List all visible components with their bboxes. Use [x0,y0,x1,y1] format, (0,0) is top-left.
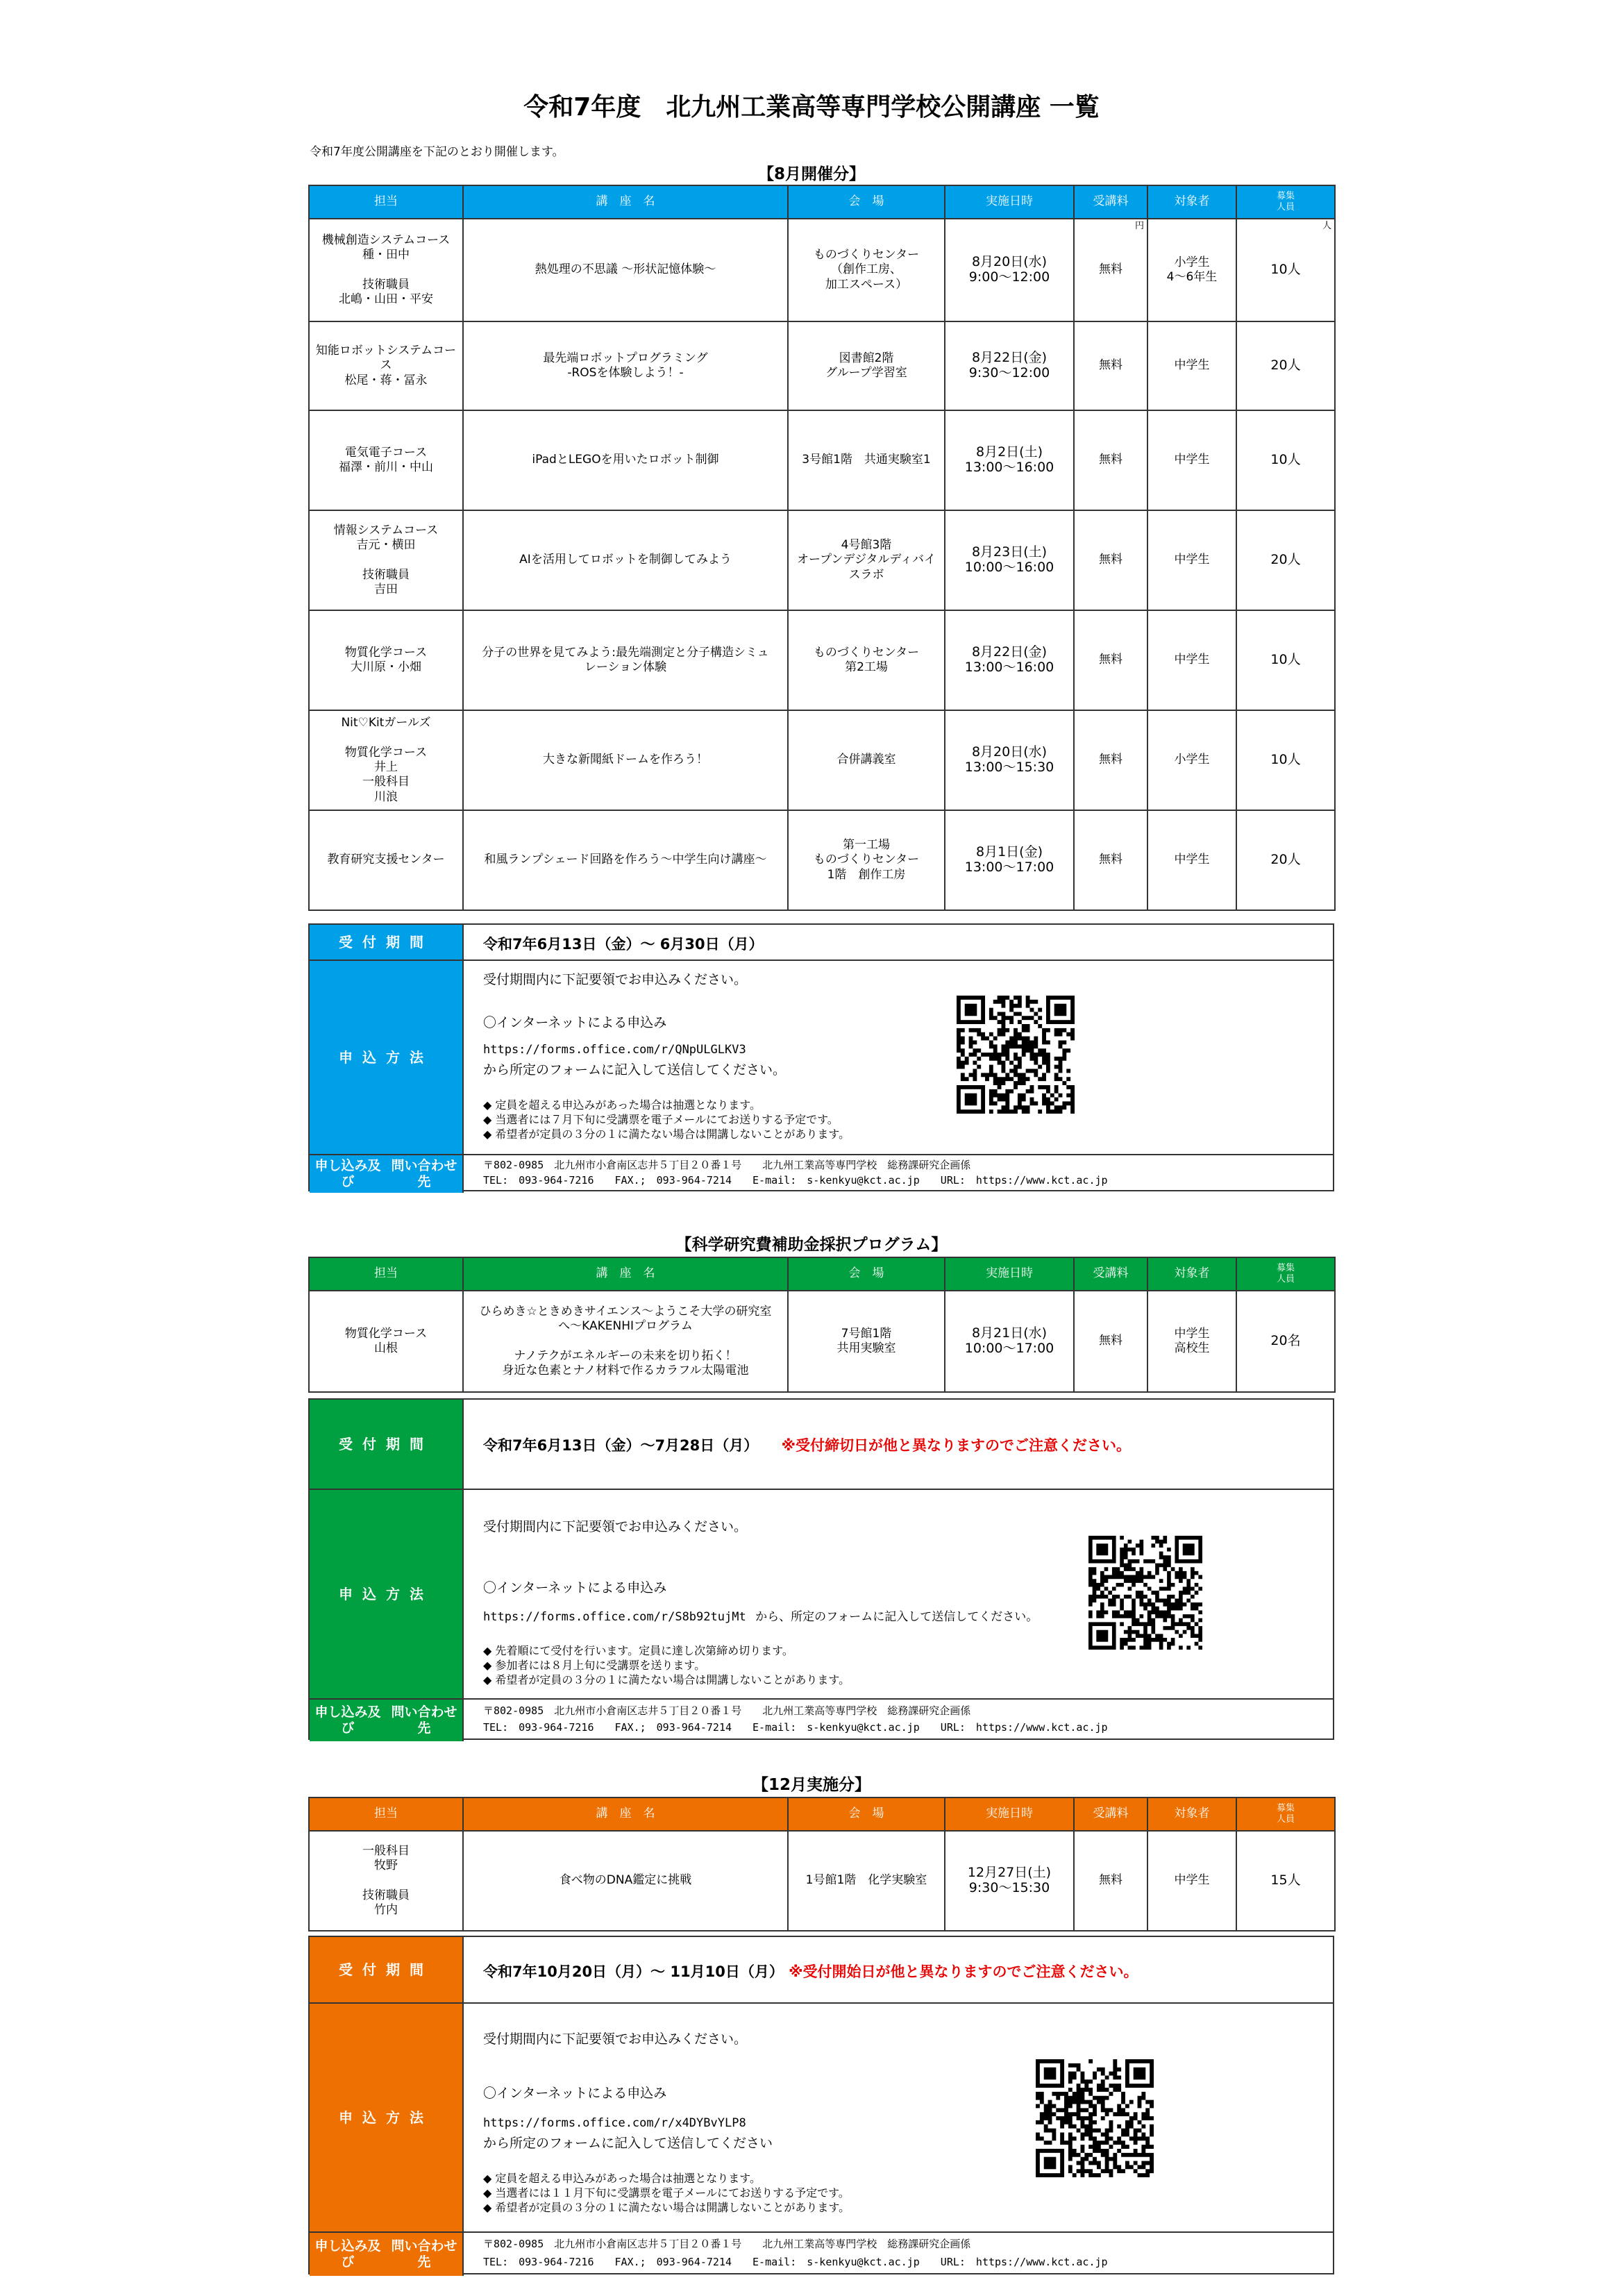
section-heading-kaken: 【科学研究費補助金採択プログラム】 [675,1236,948,1254]
header-boshu: 募集 人員 [1236,185,1335,219]
cell-target: 中学生 [1147,410,1236,510]
page-title: 令和7年度 北九州工業高等専門学校公開講座 一覧 [523,93,1100,121]
table-row [309,321,1335,410]
cell-tanto: 一般科目 牧野 技術職員 竹内 [309,1831,463,1931]
cell-tanto: 機械創造システムコース 種・田中 技術職員 北嶋・山田・平安 [309,219,463,321]
cell-date: 8月1日(金) 13:00～17:00 [945,810,1074,910]
contact-address: 〒802-0985 北九州市小倉南区志井５丁目２０番１号 北九州工業高等専門学校 総務課研究企画係 [483,1159,971,1171]
method-label: 申込方法 [310,1490,464,1698]
course-table-aug [308,185,1336,911]
note-item: ◆ 定員を超える申込みがあった場合は抽選となります。 [483,2172,761,2185]
cell-kaijo: 合併講義室 [788,710,945,810]
cell-capacity: 15人 [1236,1831,1335,1931]
header-boshu: 募集 人員 [1236,1798,1335,1831]
contact-label: 申し込み及び 問い合わせ先 [310,1700,464,1741]
header-nichiji: 実施日時 [945,185,1074,219]
cell-capacity: 20名 [1236,1291,1335,1392]
table-row [309,810,1335,910]
method-internet: 〇インターネットによる申込み [483,2086,667,2101]
cell-koza: 分子の世界を見てみよう:最先端測定と分子構造シミュ レーション体験 [463,610,788,710]
method-url-after: から所定のフォームに記入して送信してください [483,2136,773,2151]
cell-capacity: 10人 [1236,710,1335,810]
header-ryo: 受講料 [1074,1257,1147,1291]
cell-capacity: 10人 [1236,610,1335,710]
note-item: ◆ 希望者が定員の３分の１に満たない場合は開講しないことがあります。 [483,1128,850,1141]
cell-fee: 無料 [1074,510,1147,610]
application-info-dec [308,1936,1334,2274]
header-koza: 講 座 名 [463,1257,788,1291]
cell-fee: 無料 [1074,810,1147,910]
header-tanto: 担当 [309,1798,463,1831]
header-boshu: 募集 人員 [1236,1257,1335,1291]
cell-koza: AIを活用してロボットを制御してみよう [463,510,788,610]
cell-tanto: 物質化学コース 大川原・小畑 [309,610,463,710]
cell-date: 12月27日(土) 9:30～15:30 [945,1831,1074,1931]
table-row [309,1831,1335,1931]
method-label: 申込方法 [310,2004,464,2231]
cell-koza: ひらめき☆ときめきサイエンス～ようこそ大学の研究室 へ～KAKENHIプログラム ナノテクがエネルギーの未来を切り拓く！ 身近な色素とナノ材料で作るカラフル太陽電池 [463,1291,788,1392]
cell-koza: 最先端ロボットプログラミング -ROSを体験しよう！- [463,321,788,410]
form-url-link[interactable]: https://forms.office.com/r/x4DYBvYLP8 [483,2116,746,2130]
cell-target: 中学生 高校生 [1147,1291,1236,1392]
period-note: ※受付締切日が他と異なりますのでご注意ください。 [781,1437,1132,1454]
intro-text: 令和7年度公開講座を下記のとおり開催します。 [310,145,564,159]
cell-fee: 無料 [1074,1291,1147,1392]
form-url-link[interactable]: https://forms.office.com/r/QNpULGLKV3 [483,1043,746,1057]
header-ryo: 受講料 [1074,185,1147,219]
header-nichiji: 実施日時 [945,1798,1074,1831]
table-row [309,710,1335,810]
cell-capacity: 10人 [1236,410,1335,510]
cell-fee: 無料 [1074,321,1147,410]
cell-kaijo: ものづくりセンター （創作工房、 加工スペース） [788,219,945,321]
period-label: 受付期間 [310,1937,464,2002]
method-row [310,1490,1333,1700]
header-taisho: 対象者 [1147,1257,1236,1291]
method-url-after: から、所定のフォームに記入して送信してください。 [755,1610,1038,1624]
application-info-aug [308,923,1334,1191]
period-text: 令和7年6月13日（金）～ 6月30日（月） [483,936,764,953]
method-internet: 〇インターネットによる申込み [483,1580,667,1595]
period-row [310,1400,1333,1490]
cell-target: 中学生 [1147,321,1236,410]
cell-fee: 無料 [1074,610,1147,710]
table-row [309,219,1335,321]
cell-date: 8月21日(水) 10:00～17:00 [945,1291,1074,1392]
header-kaijo: 会 場 [788,1798,945,1831]
note-item: ◆ 当選者には７月下旬に受講票を電子メールにてお送りする予定です。 [483,1113,839,1126]
cell-target: 中学生 [1147,610,1236,710]
note-item: ◆ 希望者が定員の３分の１に満たない場合は開講しないことがあります。 [483,1673,850,1686]
cell-kaijo: 3号館1階 共通実験室1 [788,410,945,510]
note-item: ◆ 当選者には１１月下旬に受講票を電子メールにてお送りする予定です。 [483,2186,850,2199]
contact-tel: TEL: 093-964-7216 FAX.; 093-964-7214 E-mail: s-kenkyu@kct.ac.jp URL: https://www.kct.ac.jp [483,2256,1108,2268]
cell-fee: 無料 [1074,710,1147,810]
contact-row [310,2233,1333,2276]
note-item: ◆ 定員を超える申込みがあった場合は抽選となります。 [483,1098,761,1112]
method-lead: 受付期間内に下記要領でお申込みください。 [483,2031,748,2047]
cell-kaijo: ものづくりセンター 第2工場 [788,610,945,710]
cell-kaijo: 第一工場 ものづくりセンター 1階 創作工房 [788,810,945,910]
cell-kaijo: 1号館1階 化学実験室 [788,1831,945,1931]
period-label: 受付期間 [310,1400,464,1489]
table-header-row [309,1798,1335,1831]
cell-capacity: 20人 [1236,321,1335,410]
cell-kaijo: 4号館3階 オープンデジタルディバイ スラボ [788,510,945,610]
header-taisho: 対象者 [1147,185,1236,219]
contact-tel: TEL: 093-964-7216 FAX.; 093-964-7214 E-mail: s-kenkyu@kct.ac.jp URL: https://www.kct.ac.jp [483,1721,1108,1734]
cell-tanto: 知能ロボットシステムコー ス 松尾・蒋・冨永 [309,321,463,410]
period-text: 令和7年6月13日（金）～7月28日（月） [483,1437,759,1454]
unit-yen: 円 [1134,221,1144,231]
note-item: ◆ 希望者が定員の３分の１に満たない場合は開講しないことがあります。 [483,2201,850,2214]
cell-target: 小学生 4～6年生 [1147,219,1236,321]
header-nichiji: 実施日時 [945,1257,1074,1291]
cell-capacity: 20人 [1236,510,1335,610]
header-kaijo: 会 場 [788,185,945,219]
note-item: ◆ 先着順にて受付を行います。定員に達し次第締め切ります。 [483,1644,793,1657]
cell-date: 8月22日(金) 13:00～16:00 [945,610,1074,710]
application-info-kaken [308,1398,1334,1740]
cell-date: 8月20日(水) 9:00～12:00 [945,219,1074,321]
cell-tanto: 情報システムコース 吉元・横田 技術職員 吉田 [309,510,463,610]
table-header-row [309,185,1335,219]
method-label: 申込方法 [310,961,464,1154]
cell-date: 8月2日(土) 13:00～16:00 [945,410,1074,510]
section-heading-dec: 【12月実施分】 [752,1776,871,1794]
table-header-row [309,1257,1335,1291]
header-kaijo: 会 場 [788,1257,945,1291]
note-item: ◆ 参加者には８月上旬に受講票を送ります。 [483,1659,706,1672]
qr-code-icon[interactable] [1088,1536,1202,1650]
cell-tanto: 教育研究支援センター [309,810,463,910]
table-row [309,610,1335,710]
qr-code-icon[interactable] [1036,2059,1154,2177]
method-row [310,961,1333,1155]
table-row [309,410,1335,510]
contact-label: 申し込み及び 問い合わせ先 [310,2233,464,2276]
method-lead: 受付期間内に下記要領でお申込みください。 [483,1519,748,1534]
contact-row [310,1155,1333,1193]
cell-kaijo: 図書館2階 グループ学習室 [788,321,945,410]
cell-capacity: 10人 人 [1236,219,1335,321]
method-row [310,2004,1333,2233]
cell-date: 8月20日(水) 13:00～15:30 [945,710,1074,810]
unit-nin: 人 [1322,221,1331,231]
period-note: ※受付開始日が他と異なりますのでご注意ください。 [789,1963,1138,1980]
cell-tanto: 電気電子コース 福澤・前川・中山 [309,410,463,510]
period-row [310,925,1333,961]
header-tanto: 担当 [309,1257,463,1291]
form-url-link[interactable]: https://forms.office.com/r/S8b92tujMt [483,1610,746,1624]
cell-koza: 和風ランプシェード回路を作ろう～中学生向け講座～ [463,810,788,910]
period-text: 令和7年10月20日（月）～ 11月10日（月） [483,1963,784,1980]
header-koza: 講 座 名 [463,185,788,219]
cell-target: 小学生 [1147,710,1236,810]
contact-address: 〒802-0985 北九州市小倉南区志井５丁目２０番１号 北九州工業高等専門学校 総務課研究企画係 [483,2238,971,2250]
method-lead: 受付期間内に下記要領でお申込みください。 [483,972,748,987]
cell-capacity: 20人 [1236,810,1335,910]
header-taisho: 対象者 [1147,1798,1236,1831]
cell-fee: 無料 [1074,1831,1147,1931]
cell-koza: 食べ物のDNA鑑定に挑戦 [463,1831,788,1931]
header-koza: 講 座 名 [463,1798,788,1831]
cell-tanto: 物質化学コース 山根 [309,1291,463,1392]
contact-row [310,1700,1333,1741]
cell-target: 中学生 [1147,810,1236,910]
cell-kaijo: 7号館1階 共用実験室 [788,1291,945,1392]
contact-tel: TEL: 093-964-7216 FAX.; 093-964-7214 E-mail: s-kenkyu@kct.ac.jp URL: https://www.kct.ac.jp [483,1174,1108,1187]
header-ryo: 受講料 [1074,1798,1147,1831]
course-table-dec [308,1797,1336,1932]
contact-label: 申し込み及び 問い合わせ先 [310,1155,464,1193]
cell-koza: iPadとLEGOを用いたロボット制御 [463,410,788,510]
table-row [309,1291,1335,1392]
period-label: 受付期間 [310,925,464,960]
cell-tanto: Nit♡Kitガールズ 物質化学コース 井上 一般科目 川浪 [309,710,463,810]
cell-koza: 熱処理の不思議 ～形状記憶体験～ [463,219,788,321]
course-table-kaken [308,1257,1336,1393]
cell-fee: 無料 円 [1074,219,1147,321]
method-internet: 〇インターネットによる申込み [483,1015,667,1030]
cell-date: 8月22日(金) 9:30～12:00 [945,321,1074,410]
period-row [310,1937,1333,2004]
contact-address: 〒802-0985 北九州市小倉南区志井５丁目２０番１号 北九州工業高等専門学校 総務課研究企画係 [483,1704,971,1717]
cell-fee: 無料 [1074,410,1147,510]
section-heading-aug: 【8月開催分】 [757,165,865,183]
method-url-after: から所定のフォームに記入して送信してください。 [483,1062,787,1078]
cell-target: 中学生 [1147,510,1236,610]
cell-date: 8月23日(土) 10:00～16:00 [945,510,1074,610]
cell-koza: 大きな新聞紙ドームを作ろう！ [463,710,788,810]
qr-code-icon[interactable] [957,996,1075,1114]
cell-target: 中学生 [1147,1831,1236,1931]
table-row [309,510,1335,610]
header-tanto: 担当 [309,185,463,219]
